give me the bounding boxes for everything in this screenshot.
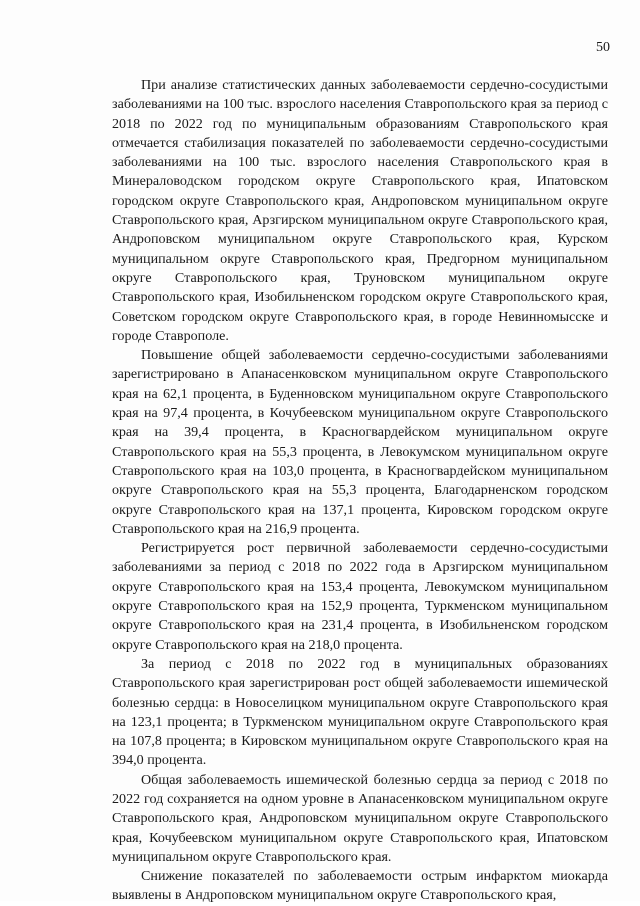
- paragraph-mi-decrease: Снижение показателей по заболеваемости острым инфарктом миокарда выявлены в Андроповском муниципальном округе Ставропольского края,: [112, 868, 608, 904]
- paragraph-cvd-total-increase: Повышение общей заболеваемости сердечно-сосудистыми заболеваниями зарегистрировано в Апанасенковском муниципальном округе Ставропольского края на 62,1 процента, в Буденновском муниципальном округе Ставропольского края на 97,4 процента, в Кочубеевском муниципальном округе Ставропольского края на 39,4 процента, в Красногвардейском муниципальном округе Ставропольского края на 55,3 процента, в Левокумском муниципальном округе Ставропольского края на 103,0 процента, в Красногвардейском муниципальном округе Ставропольского края на 55,3 процента, Благодарненском городском округе Ставропольского края на 137,1 процента, Кировском городском округе Ставропольского края на 216,9 процента.: [112, 347, 608, 537]
- paragraph-cvd-primary-increase: Регистрируется рост первичной заболеваемости сердечно-сосудистыми заболеваниями за период с 2018 по 2022 года в Арзгирском муниципальном округе Ставропольского края на 153,4 процента, Левокумском муниципальном округе Ставропольского края на 152,9 процента, Туркменском муниципальном округе Ставропольского края на 231,4 процента, в Изобильненском городском округе Ставропольского края на 218,0 процента.: [112, 540, 608, 653]
- paragraph-cvd-stabilization: При анализе статистических данных заболеваемости сердечно-сосудистыми заболеваниями на 100 тыс. взрослого населения Ставропольского края за период с 2018 по 2022 год по муниципальным образованиям Ставропольского края отмечается стабилизация показателей по заболеваемости сердечно-сосудистыми заболеваниями на 100 тыс. взрослого населения Ставропольского края в Минераловодском городском округе Ставропольского края, Ипатовском городском округе Ставропольского края, Андроповском муниципальном округе Ставропольского края, Арзгирском муниципальном округе Ставропольского края, Андроповском муниципальном округе Ставропольского края, Курском муниципальном округе Ставропольского края, Предгорном муниципальном округе Ставропольского края, Труновском муниципальном округе Ставропольского края, Изобильненском городском округе Ставропольского края, Советском городском округе Ставропольского края, в городе Невинномысске и городе Ставрополе.: [112, 77, 608, 344]
- page-number: 50: [596, 40, 610, 55]
- paragraph-ihd-increase: За период с 2018 по 2022 год в муниципальных образованиях Ставропольского края зарегистрирован рост общей заболеваемости ишемической болезнью сердца: в Новоселицком муниципальном округе Ставропольского края на 123,1 процента; в Туркменском муниципальном округе Ставропольского края на 107,8 процента; в Кировском муниципальном округе Ставропольского края на 394,0 процента.: [112, 655, 608, 769]
- document-body: [112, 76, 608, 906]
- paragraph-ihd-stable: Общая заболеваемость ишемической болезнью сердца за период с 2018 по 2022 год сохраняется на одном уровне в Апанасенковском муниципальном округе Ставропольского края, Андроповском муниципальном округе Ставропольского края, Кочубеевском муниципальном округе Ставропольского края, Ипатовском муниципальном округе Ставропольского края.: [112, 771, 608, 865]
